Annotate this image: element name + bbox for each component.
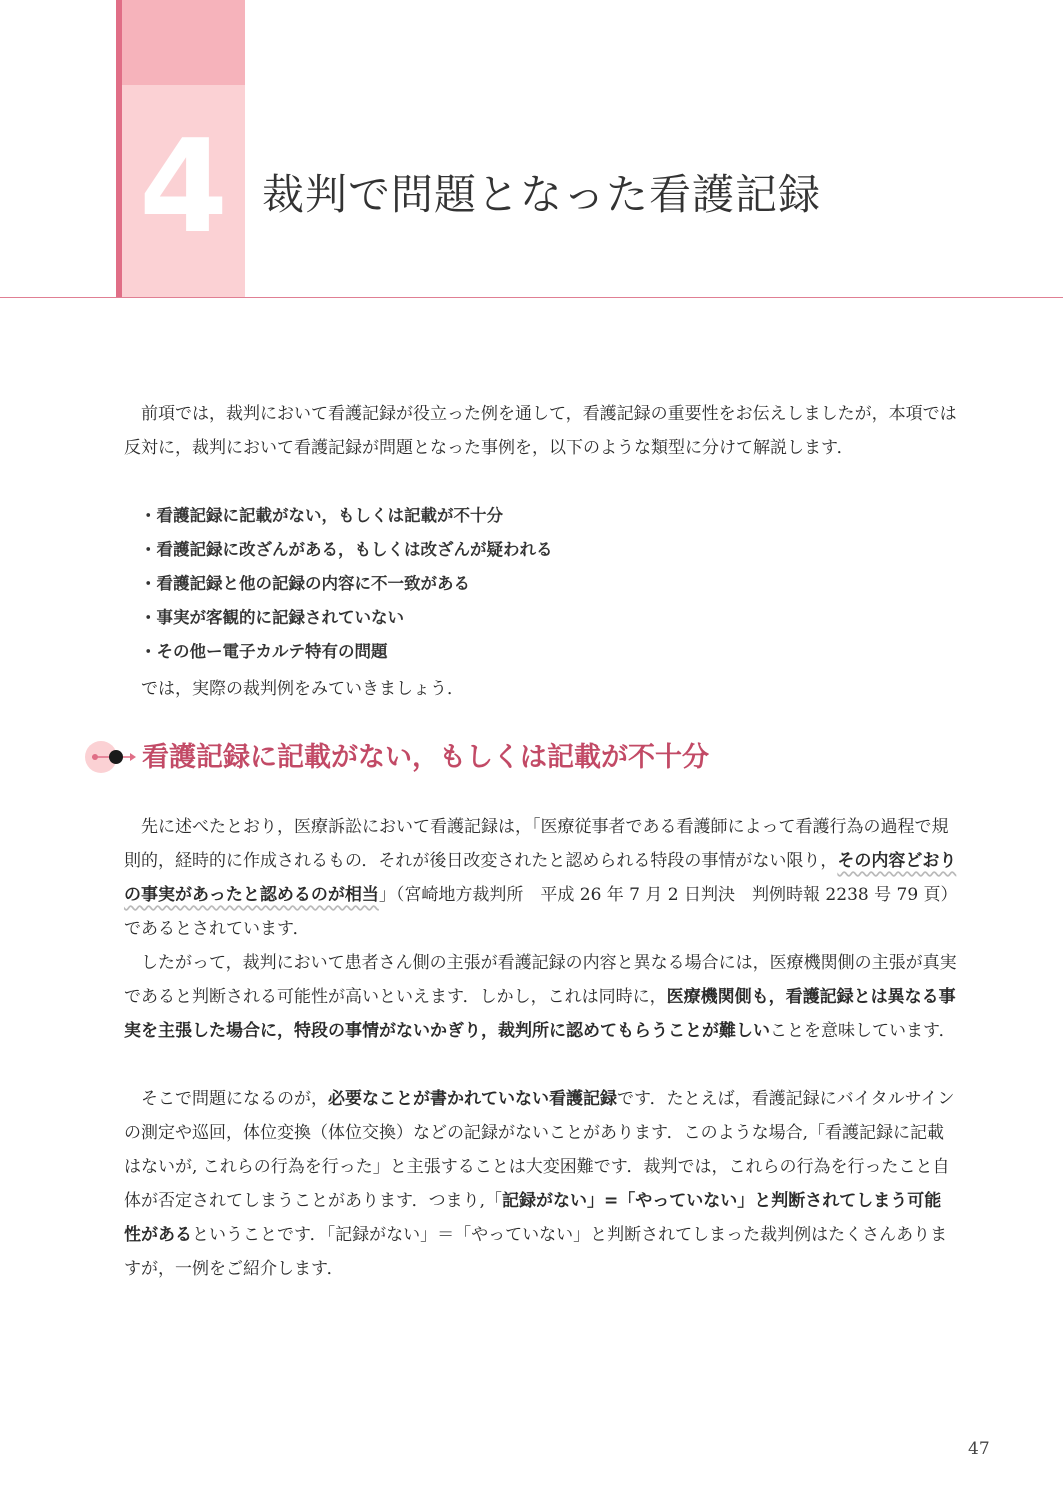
- para3-text-a: そこで問題になるのが，: [141, 1089, 328, 1109]
- bullet-item: ・看護記録に改ざんがある，もしくは改ざんが疑われる: [140, 540, 553, 559]
- para3-text-e: ということです．「記録がない」＝「やっていない」と判断されてしまった裁判例はたくさんありますが，一例をご紹介します．: [124, 1225, 948, 1279]
- bullet-item: ・看護記録と他の記録の内容に不一致がある: [140, 574, 470, 593]
- para3-emphasis-2: 記録がない」=「やっていない」と判断されてしまう可能性がある: [124, 1191, 942, 1245]
- header-rule: [0, 297, 1063, 298]
- para2-text-a: したがって，裁判において患者さん側の主張が看護記録の内容と異なる場合には，医療機関側の主張が真実であると判断される可能性が高いといえます．しかし，これは同時に，: [124, 953, 957, 1007]
- page-number: 47: [968, 1439, 990, 1459]
- body-paragraph-1: [124, 810, 958, 946]
- para3-emphasis-1: 必要なことが書かれていない看護記録: [328, 1089, 617, 1109]
- para2-emphasis: 医療機関側も，看護記録とは異なる事実を主張した場合に，特段の事情がないかぎり，裁判所に認めてもらうことが難しい: [124, 987, 956, 1041]
- bullet-item: ・その他ー電子カルテ特有の問題: [140, 642, 388, 661]
- para2-text-c: ことを意味しています．: [770, 1021, 956, 1041]
- chapter-box-top: [122, 0, 245, 85]
- section-bullet-icon: [84, 740, 140, 774]
- chapter-title: 裁判で問題となった看護記録: [262, 170, 822, 219]
- intro-closing: では，実際の裁判例をみていきましょう．: [141, 679, 464, 699]
- bullet-item: ・看護記録に記載がない，もしくは記載が不十分: [140, 506, 503, 525]
- body-paragraph-3: [124, 1082, 958, 1286]
- intro-paragraph: 前項では，裁判において看護記録が役立った例を通して，看護記録の重要性をお伝えしましたが，本項では反対に，裁判において看護記録が問題となった事例を，以下のような類型に分けて解説します．: [124, 404, 957, 458]
- para1-emphasis: その内容どおりの事実があったと認めるのが相当: [124, 851, 957, 905]
- bullet-item: ・事実が客観的に記録されていない: [140, 608, 404, 627]
- para3-text-c: です．たとえば，看護記録にバイタルサインの測定や巡回，体位変換（体位交換）などの記録がないことがあります．このような場合,「看護記録に記載はないが, これらの行為を行った」と主張することは大変困難です．裁判では，これらの行為を行ったこと自体が否定されてしまうことがあります．つまり,「: [124, 1089, 955, 1211]
- section-heading: 看護記録に記載がない，もしくは記載が不十分: [142, 742, 709, 773]
- body-paragraph-2: [124, 946, 958, 1048]
- para1-text-a: 先に述べたとおり，医療訴訟において看護記録は，「医療従事者である看護師によって看護行為の過程で規則的，経時的に作成されるもの．それが後日改変されたと認められる特段の事情がない限り，: [124, 817, 949, 871]
- para1-text-c: 」（宮崎地方裁判所 平成 26 年 7 月 2 日判決 判例時報 2238 号 79 頁）であるとされています．: [124, 885, 958, 939]
- chapter-number: 4: [138, 113, 229, 262]
